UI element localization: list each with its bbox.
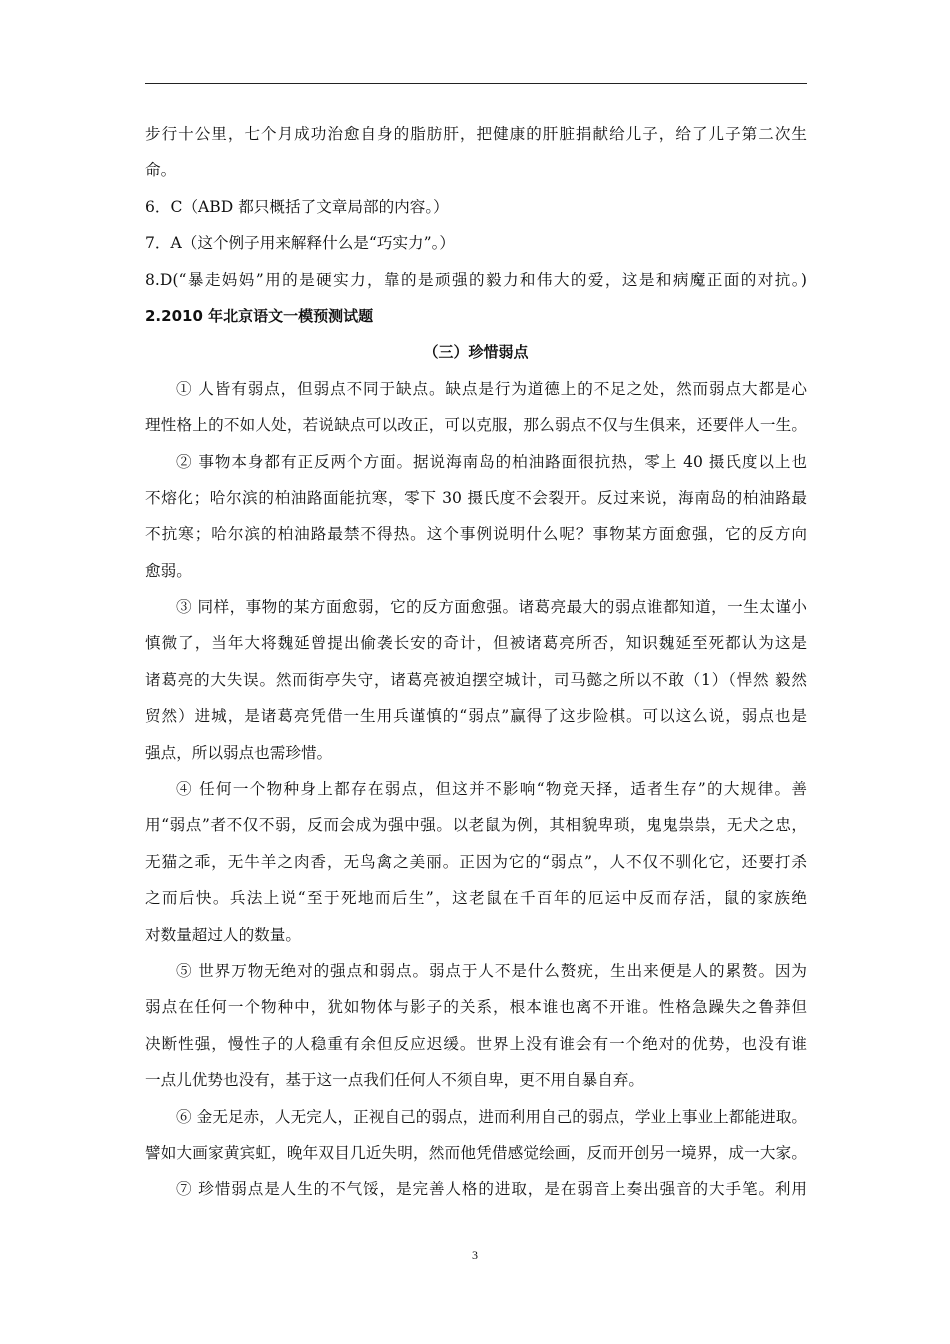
text-line: ② 事物本身都有正反两个方面。据说海南岛的柏油路面很抗热，零上 40 摄氏度以上也 (176, 452, 807, 471)
text-line: 不熔化；哈尔滨的柏油路面能抗寒，零下 30 摄氏度不会裂开。反过来说，海南岛的柏油路最 (145, 488, 807, 507)
text-line: 一点儿优势也没有，基于这一点我们任何人不须自卑，更不用自暴自弃。 (145, 1071, 645, 1090)
text-line: 命。 (145, 161, 177, 180)
text-line: ⑦ 珍惜弱点是人生的不气馁，是完善人格的进取，是在弱音上奏出强音的大手笔。利用 (176, 1180, 807, 1199)
text-line: 弱点在任何一个物种中，犹如物体与影子的关系，根本谁也离不开谁。性格急躁失之鲁莽但 (145, 998, 807, 1017)
text-line: ⑤ 世界万物无绝对的强点和弱点。弱点于人不是什么赘疣，生出来便是人的累赘。因为 (176, 961, 807, 980)
text-line: 不抗寒；哈尔滨的柏油路最禁不得热。这个事例说明什么呢？事物某方面愈强，它的反方向 (145, 525, 807, 544)
text-line: 诸葛亮的大失误。然而街亭失守，诸葛亮被迫摆空城计，司马懿之所以不敢（1）（悍然 毅然 (145, 670, 807, 689)
text-line: ③ 同样，事物的某方面愈弱，它的反方面愈强。诸葛亮最大的弱点谁都知道，一生太谨小 (176, 598, 807, 617)
text-line: 贸然）进城，是诸葛亮凭借一生用兵谨慎的“弱点”赢得了这步险棋。可以这么说，弱点也是 (145, 707, 807, 726)
text-line: 2.2010 年北京语文一模预测试题 (145, 306, 374, 325)
text-line: 无猫之乖，无牛羊之肉香，无鸟禽之美丽。正因为它的“弱点”，人不仅不驯化它，还要打杀 (145, 852, 807, 871)
text-line: ④ 任何一个物种身上都存在弱点，但这并不影响“物竞天择，适者生存”的大规律。善 (176, 780, 807, 799)
text-line: 慎微了，当年大将魏延曾提出偷袭长安的奇计，但被诸葛亮所否，知识魏延至死都认为这是 (145, 634, 807, 653)
text-line: 7．A（这个例子用来解释什么是“巧实力”。） (145, 234, 456, 253)
text-line: 决断性强，慢性子的人稳重有余但反应迟缓。世界上没有谁会有一个绝对的优势，也没有谁 (145, 1034, 807, 1053)
page-number: 3 (472, 1248, 478, 1262)
document-body (145, 116, 807, 1208)
text-line: 理性格上的不如人处，若说缺点可以改正，可以克服，那么弱点不仅与生俱来，还要伴人一生。 (145, 416, 807, 435)
text-line: 步行十公里，七个月成功治愈自身的脂肪肝，把健康的肝脏捐献给儿子，给了儿子第二次生 (145, 125, 807, 143)
text-line: 愈弱。 (145, 561, 192, 580)
text-line: ⑥ 金无足赤，人无完人，正视自己的弱点，进而利用自己的弱点，学业上事业上都能进取。 (176, 1107, 807, 1126)
text-line: 譬如大画家黄宾虹，晚年双目几近失明，然而他凭借感觉绘画，反而开创另一境界，成一大家。 (145, 1143, 807, 1162)
text-line: 之而后快。兵法上说“至于死地而后生”，这老鼠在千百年的厄运中反而存活，鼠的家族绝 (145, 889, 807, 908)
text-line: 8.D(“暴走妈妈”用的是硬实力，靠的是顽强的毅力和伟大的爱，这是和病魔正面的对抗。) (145, 270, 807, 289)
text-line: （三）珍惜弱点 (423, 343, 529, 362)
text-line: 对数量超过人的数量。 (145, 925, 301, 944)
text-line: ① 人皆有弱点，但弱点不同于缺点。缺点是行为道德上的不足之处，然而弱点大都是心 (176, 379, 807, 398)
header-rule (145, 83, 807, 84)
text-line: 6．C（ABD 都只概括了文章局部的内容。） (145, 197, 449, 216)
text-line: 强点，所以弱点也需珍惜。 (145, 743, 333, 762)
text-line: 用“弱点”者不仅不弱，反而会成为强中强。以老鼠为例，其相貌卑琐，鬼鬼祟祟，无犬之忠， (145, 816, 807, 835)
